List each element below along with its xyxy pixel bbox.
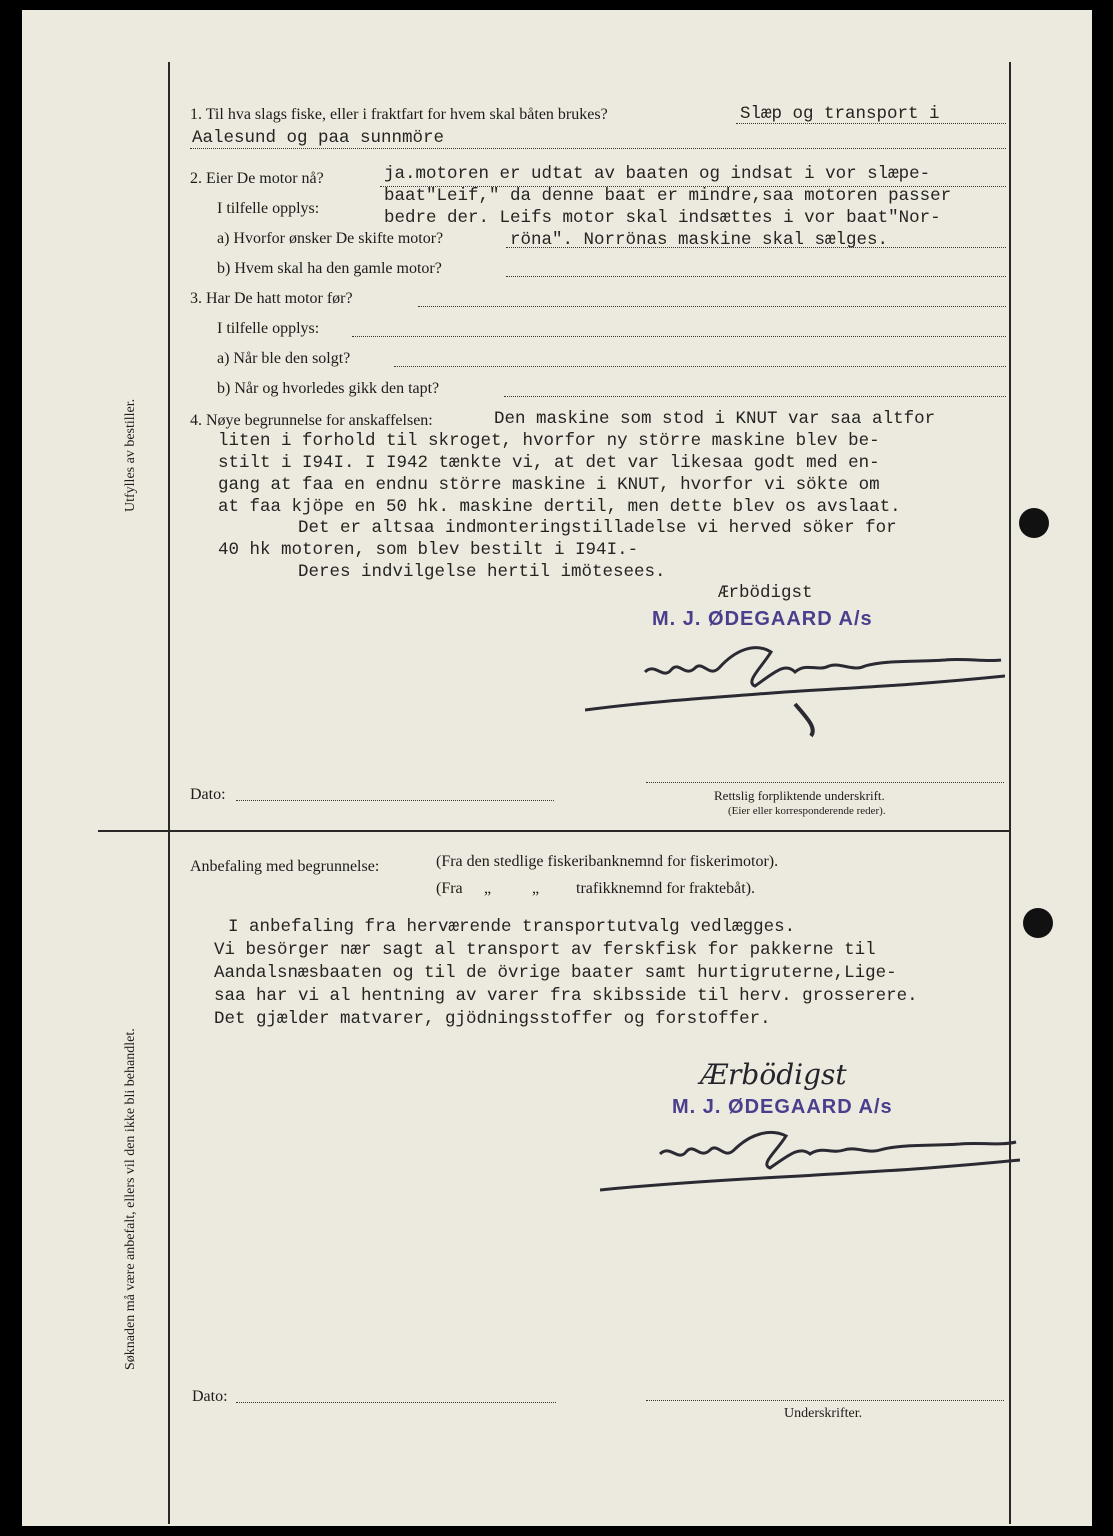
q3-label: 3. Har De hatt motor før?: [190, 290, 353, 307]
company-stamp: M. J. ØDEGAARD A/s: [652, 608, 873, 630]
q4-answer-line8: Deres indvilgelse hertil imötesees.: [298, 562, 666, 582]
q4-answer-line5: at faa kjöpe en 50 hk. maskine dertil, men dette blev os avslaat.: [218, 497, 901, 517]
recommendation-text-line3: Aandalsnæsbaaten og til de övrige baater samt hurtigruterne,Lige-: [214, 963, 897, 983]
signature-subcaption-1: (Eier eller korresponderende reder).: [728, 805, 886, 817]
q1-dotted-line: [736, 123, 1006, 124]
q2-sub-label: I tilfelle opplys:: [217, 200, 320, 217]
dato-field-2: [236, 1402, 556, 1403]
signature-caption-1: Rettslig forpliktende underskrift.: [714, 788, 885, 803]
q3-dotted-line: [418, 306, 1006, 307]
recommendation-text-line2: Vi besörger nær sagt al transport av ferskfisk for pakkerne til: [214, 940, 876, 960]
q1-dotted-line-2: [190, 148, 1006, 149]
company-stamp-2: M. J. ØDEGAARD A/s: [672, 1096, 893, 1118]
q3b-label: b) Når og hvorledes gikk den tapt?: [217, 380, 440, 397]
punch-hole-upper: [1019, 508, 1049, 538]
handwritten-signature: [585, 632, 1005, 752]
q2a-dotted-line: [506, 247, 1006, 248]
handwritten-signature-2: [600, 1120, 1020, 1210]
recommendation-text-line1: I anbefaling fra herværende transportutvalg vedlægges.: [228, 917, 796, 937]
q2-dotted-line: [380, 186, 1006, 187]
left-margin-rule: [168, 62, 170, 1524]
q2-answer-line1: ja.motoren er udtat av baaten og indsat i vor slæpe-: [384, 164, 931, 184]
q2-answer-line2: baat"Leif," da denne baat er mindre,saa motoren passer: [384, 186, 952, 206]
q2a-label: a) Hvorfor ønsker De skifte motor?: [217, 230, 444, 247]
q2b-dotted-line: [506, 276, 1006, 277]
recommendation-line1: (Fra den stedlige fiskeribanknemnd for fiskerimotor).: [436, 853, 779, 870]
recommendation-line2-c: „: [532, 880, 540, 897]
recommendation-text-line4: saa har vi al hentning av varer fra skibsside til herv. grosserere.: [214, 986, 918, 1006]
q3b-dotted-line: [504, 396, 1006, 397]
dato-label-1: Dato:: [190, 786, 226, 803]
dato-field-1: [236, 800, 554, 801]
q3-sub-label: I tilfelle opplys:: [217, 320, 320, 337]
q2b-label: b) Hvem skal ha den gamle motor?: [217, 260, 442, 277]
q2-answer-line4: röna". Norrönas maskine skal sælges.: [510, 230, 889, 250]
q1-answer-line1: Slæp og transport i: [740, 104, 940, 124]
q2-answer-line3: bedre der. Leifs motor skal indsættes i vor baat"Nor-: [384, 208, 941, 228]
side-label-bottom: Søknaden må være anbefalt, ellers vil den ikke bli behandlet.: [123, 1028, 138, 1370]
q4-answer-line1: Den maskine som stod i KNUT var saa altfor: [494, 409, 936, 429]
right-margin-rule: [1009, 62, 1011, 1524]
signature-caption-2: Underskrifter.: [784, 1406, 863, 1421]
q4-answer-line6: Det er altsaa indmonteringstilladelse vi herved söker for: [298, 518, 897, 538]
handwritten-closing: Ærbödigst: [700, 1058, 847, 1091]
q2-label: 2. Eier De motor nå?: [190, 170, 324, 187]
q4-answer-line7: 40 hk motoren, som blev bestilt i I94I.-: [218, 540, 639, 560]
q3a-label: a) Når ble den solgt?: [217, 350, 351, 367]
recommendation-line2-a: (Fra: [436, 880, 463, 897]
q3a-dotted-line: [394, 366, 1006, 367]
q1-label: 1. Til hva slags fiske, eller i fraktfart for hvem skal båten brukes?: [190, 106, 608, 123]
recommendation-label: Anbefaling med begrunnelse:: [190, 858, 380, 875]
q4-answer-line2: liten i forhold til skroget, hvorfor ny större maskine blev be-: [218, 431, 880, 451]
dato-label-2: Dato:: [192, 1388, 228, 1405]
q1-answer-line2: Aalesund og paa sunnmöre: [192, 128, 445, 148]
signature-line-2: [646, 1400, 1004, 1401]
signature-line-1: [646, 782, 1004, 783]
q3-sub-dotted-line: [352, 336, 1006, 337]
recommendation-line2-d: trafikknemnd for fraktebåt).: [576, 880, 756, 897]
q4-label: 4. Nøye begrunnelse for anskaffelsen:: [190, 412, 433, 429]
q4-answer-line3: stilt i I94I. I I942 tænkte vi, at det var likesaa godt med en-: [218, 453, 880, 473]
recommendation-line2-b: „: [484, 880, 492, 897]
section-divider: [98, 830, 1011, 832]
punch-hole-lower: [1023, 908, 1053, 938]
side-label-top: Utfylles av bestiller.: [123, 398, 138, 512]
q4-answer-line4: gang at faa en endnu större maskine i KNUT, hvorfor vi sökte om: [218, 475, 880, 495]
recommendation-text-line5: Det gjælder matvarer, gjödningsstoffer og forstoffer.: [214, 1009, 771, 1029]
q4-closing: Ærbödigst: [718, 583, 813, 603]
